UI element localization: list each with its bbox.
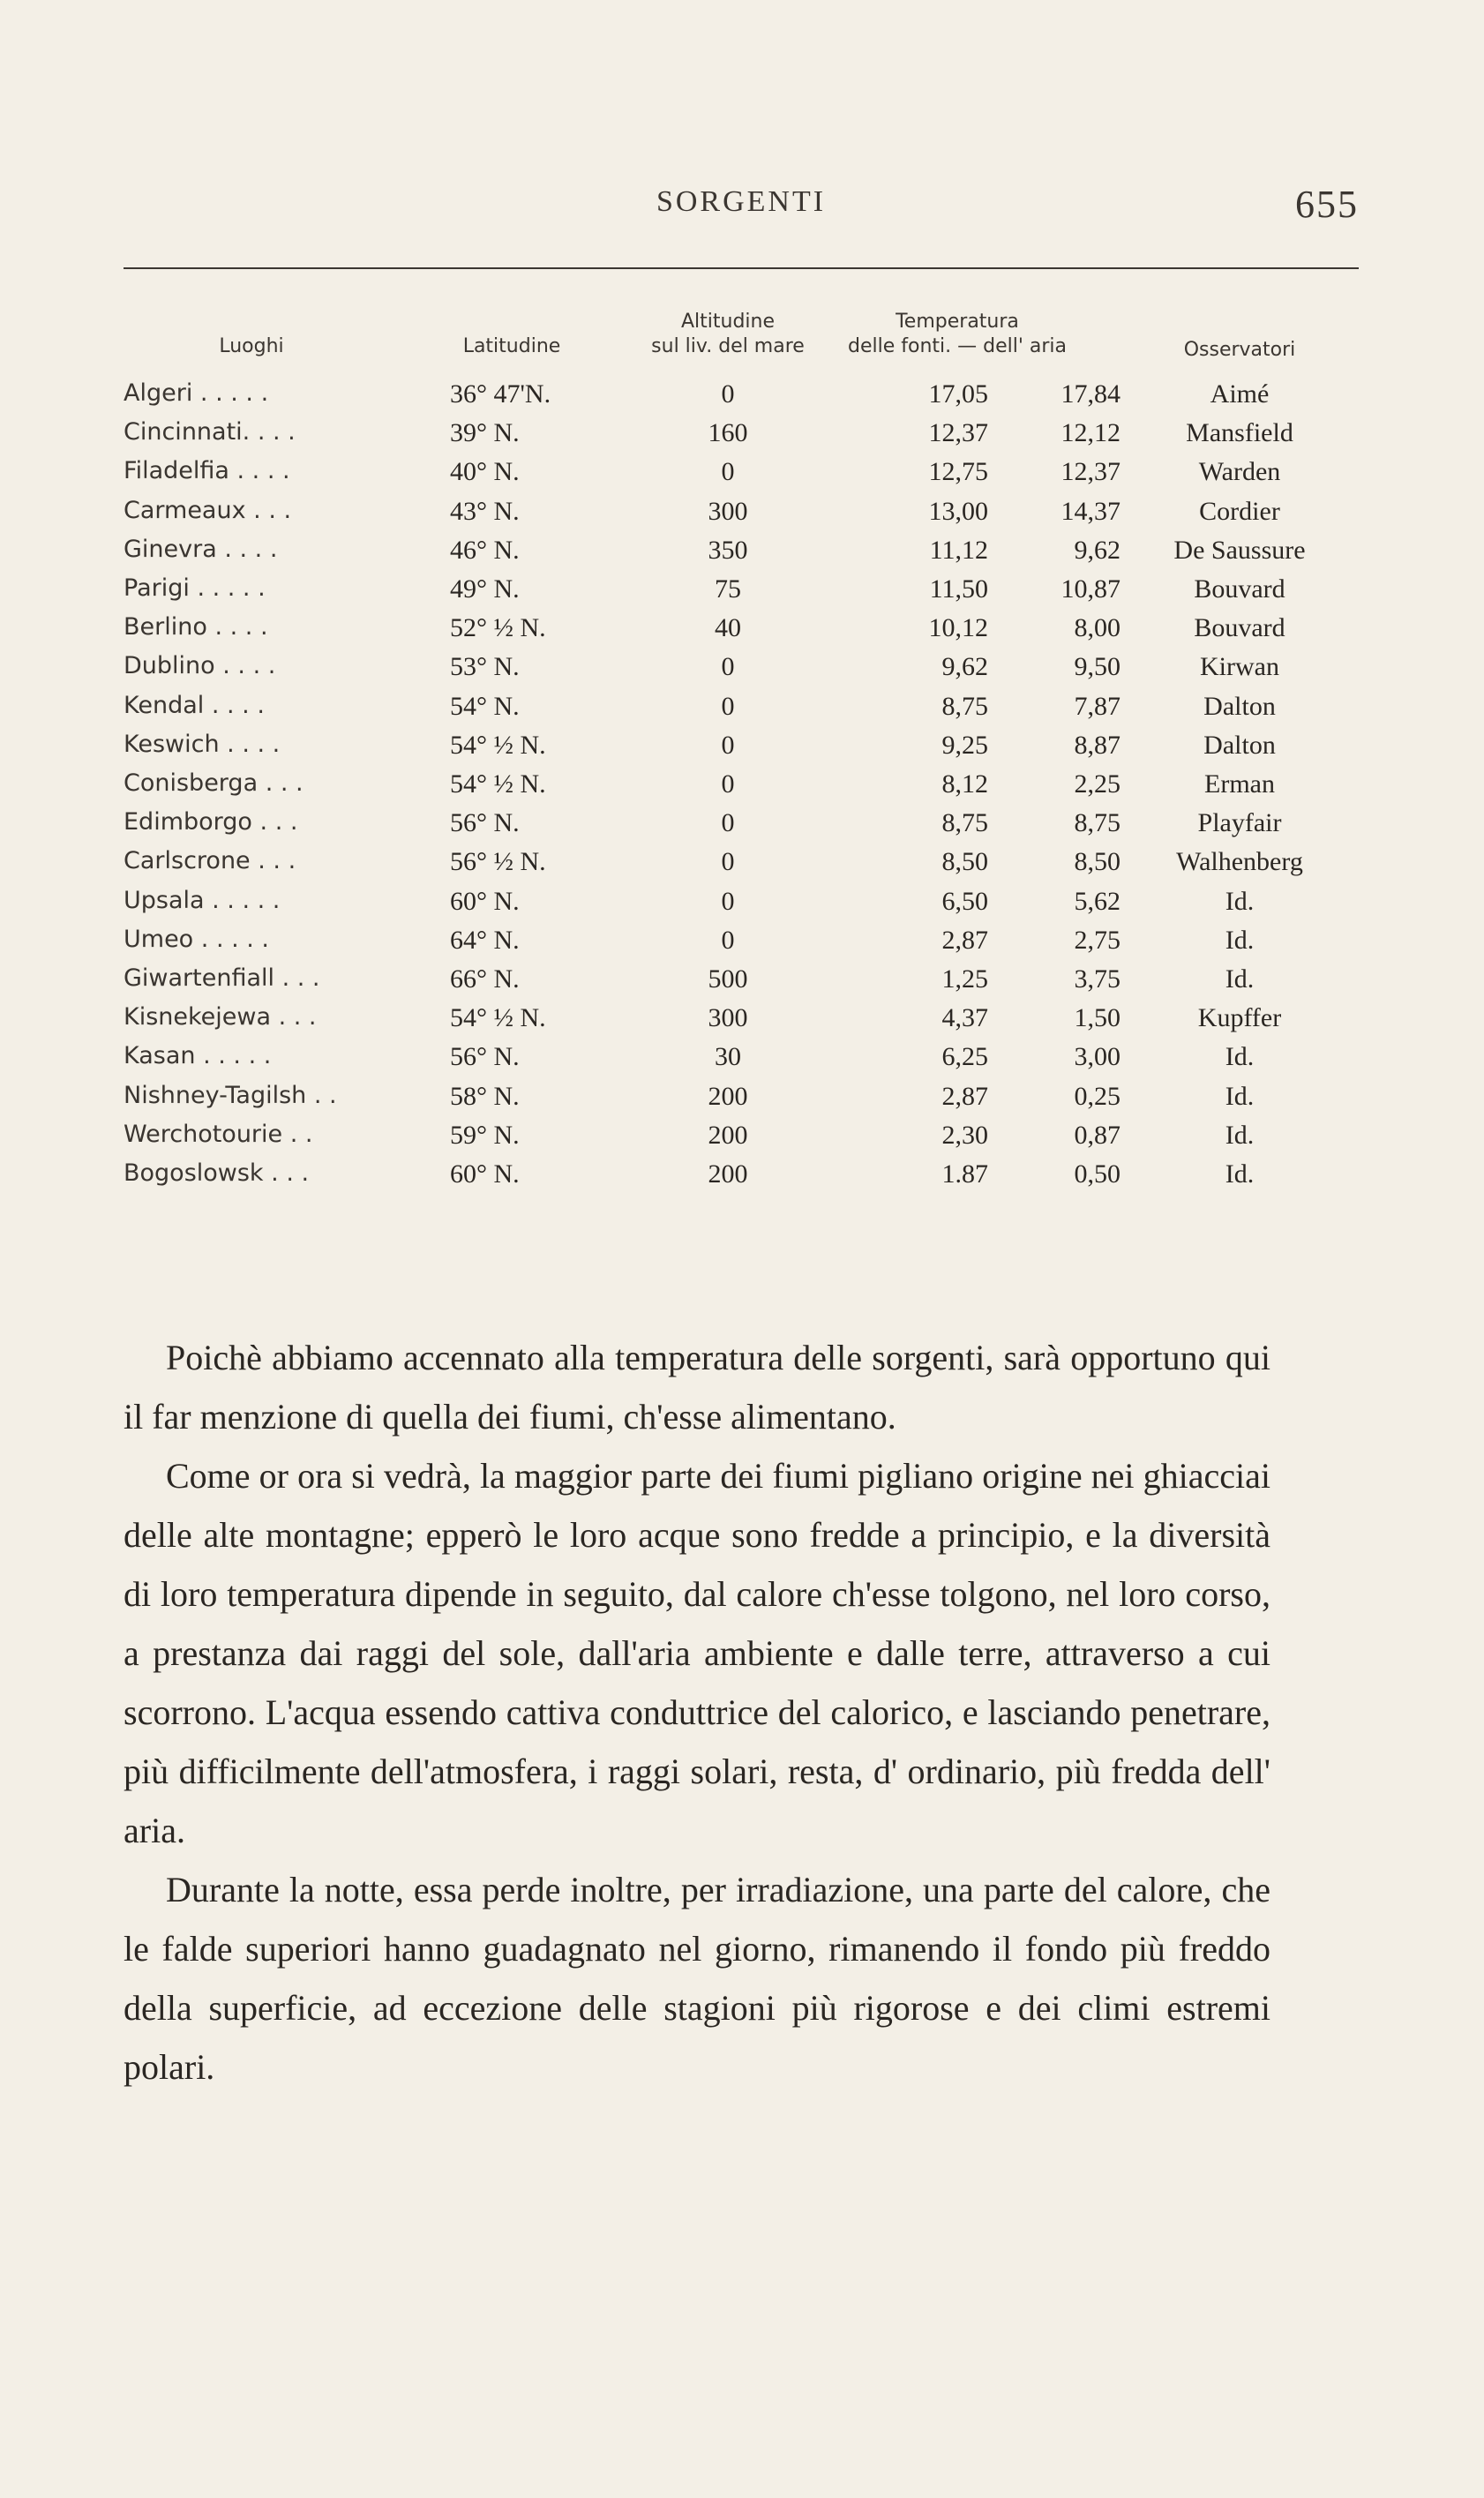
table-row [124, 1082, 1376, 1121]
table-row [124, 769, 1376, 808]
spring-temperature-cell: 13,00 [928, 496, 988, 526]
latitude-cell: 54° N. [450, 691, 520, 721]
observer-cell: Aimé [1210, 379, 1270, 409]
table-row [124, 926, 1376, 964]
latitude-cell: 54° ½ N. [450, 1003, 546, 1033]
header-temperatura: Temperatura [896, 311, 1019, 333]
spring-temperature-cell: 1,25 [941, 964, 988, 994]
page-number: 655 [1295, 183, 1359, 226]
altitude-cell: 0 [721, 886, 735, 916]
observer-cell: Id. [1225, 1081, 1255, 1111]
spring-temperature-cell: 9,25 [941, 730, 988, 760]
place-cell: Werchotourie . . [124, 1120, 313, 1148]
altitude-cell: 0 [721, 379, 735, 409]
latitude-cell: 46° N. [450, 535, 520, 565]
latitude-cell: 43° N. [450, 496, 520, 526]
spring-temperature-cell: 12,75 [928, 457, 988, 487]
observer-cell: Warden [1198, 457, 1281, 487]
air-temperature-cell: 17,84 [1061, 379, 1120, 409]
header-altitudine: Altitudine [680, 311, 776, 333]
air-temperature-cell: 3,00 [1074, 1042, 1120, 1072]
altitude-cell: 0 [721, 652, 735, 682]
spring-temperature-cell: 6,50 [941, 886, 988, 916]
spring-temperature-cell: 6,25 [941, 1042, 988, 1072]
body-text [124, 1328, 1270, 2097]
observer-cell: Id. [1225, 1159, 1255, 1189]
observer-cell: Mansfield [1186, 418, 1293, 448]
table-row [124, 497, 1376, 536]
table-row [124, 887, 1376, 926]
spring-temperature-cell: 4,37 [941, 1003, 988, 1033]
spring-temperature-cell: 9,62 [941, 652, 988, 682]
header-rule [124, 267, 1359, 269]
place-cell: Edimborgo . . . [124, 808, 298, 836]
altitude-cell: 0 [721, 847, 735, 877]
altitude-cell: 500 [708, 964, 748, 994]
spring-temperature-cell: 8,12 [941, 769, 988, 799]
place-cell: Ginevra . . . . [124, 535, 278, 563]
header-luoghi: Luoghi [219, 335, 284, 357]
observer-cell: De Saussure [1173, 535, 1306, 565]
observer-cell: Kupffer [1197, 1003, 1282, 1033]
spring-temperature-cell: 8,75 [941, 808, 988, 838]
latitude-cell: 54° ½ N. [450, 769, 546, 799]
air-temperature-cell: 10,87 [1061, 574, 1120, 604]
table-row [124, 847, 1376, 886]
air-temperature-cell: 1,50 [1074, 1003, 1120, 1033]
latitude-cell: 40° N. [450, 457, 520, 487]
altitude-cell: 0 [721, 925, 735, 955]
spring-temperature-cell: 2,87 [941, 1081, 988, 1111]
table-row [124, 652, 1376, 691]
spring-temperature-cell: 2,87 [941, 925, 988, 955]
latitude-cell: 53° N. [450, 652, 520, 682]
place-cell: Parigi . . . . . [124, 574, 266, 602]
air-temperature-cell: 9,50 [1074, 652, 1120, 682]
altitude-cell: 300 [708, 1003, 748, 1033]
observer-cell: Id. [1225, 1042, 1255, 1072]
header-latitudine: Latitudine [462, 335, 561, 357]
air-temperature-cell: 8,00 [1074, 613, 1120, 643]
table-row [124, 964, 1376, 1003]
header-altitudine-sub: sul liv. del mare [651, 335, 805, 357]
table-row [124, 536, 1376, 574]
observer-cell: Bouvard [1194, 613, 1285, 643]
observer-cell: Walhenberg [1176, 847, 1303, 877]
altitude-cell: 40 [715, 613, 741, 643]
spring-temperature-cell: 11,12 [929, 535, 988, 565]
latitude-cell: 39° N. [450, 418, 520, 448]
place-cell: Kasan . . . . . [124, 1042, 272, 1070]
air-temperature-cell: 0,25 [1074, 1081, 1120, 1111]
observer-cell: Id. [1225, 1120, 1255, 1150]
latitude-cell: 54° ½ N. [450, 730, 546, 760]
air-temperature-cell: 8,50 [1074, 847, 1120, 877]
air-temperature-cell: 7,87 [1074, 691, 1120, 721]
observer-cell: Dalton [1203, 730, 1276, 760]
spring-temperature-cell: 2,30 [941, 1120, 988, 1150]
table-row [124, 1159, 1376, 1198]
place-cell: Kisnekejewa . . . [124, 1003, 317, 1031]
running-head [124, 185, 1359, 238]
observer-cell: Cordier [1199, 496, 1280, 526]
latitude-cell: 49° N. [450, 574, 520, 604]
table-row [124, 379, 1376, 418]
air-temperature-cell: 14,37 [1061, 496, 1120, 526]
altitude-cell: 300 [708, 496, 748, 526]
altitude-cell: 0 [721, 808, 735, 838]
latitude-cell: 60° N. [450, 886, 520, 916]
altitude-cell: 200 [708, 1081, 748, 1111]
place-cell: Keswich . . . . [124, 730, 281, 758]
latitude-cell: 58° N. [450, 1081, 520, 1111]
place-cell: Bogoslowsk . . . [124, 1159, 310, 1187]
table-row [124, 1042, 1376, 1081]
altitude-cell: 30 [715, 1042, 741, 1072]
altitude-cell: 350 [708, 535, 748, 565]
altitude-cell: 160 [708, 418, 748, 448]
spring-temperature-cell: 17,05 [928, 379, 988, 409]
paragraph: Come or ora si vedrà, la maggior parte dei fiumi pigliano origine nei ghiacciai delle alte montagne; epperò le loro acque sono fredde a principio, e la diversità di loro temperatura dipende in seguito, dal calore ch'esse tolgono, nel loro corso, a prestanza dai raggi del sole, dall'aria ambiente e dalle terre, attraverso a cui scorrono. L'acqua essendo cattiva conduttrice del calorico, e lasciando penetrare, più difficilmente dell'atmosfera, i raggi solari, resta, d' ordinario, più fredda dell' aria. [124, 1456, 1270, 1850]
place-cell: Carmeaux . . . [124, 496, 292, 524]
observer-cell: Dalton [1203, 691, 1276, 721]
place-cell: Algeri . . . . . [124, 379, 269, 407]
table-row [124, 1121, 1376, 1159]
air-temperature-cell: 9,62 [1074, 535, 1120, 565]
table-row [124, 692, 1376, 731]
latitude-cell: 59° N. [450, 1120, 520, 1150]
place-cell: Nishney-Tagilsh . . [124, 1081, 337, 1109]
paragraph: Durante la notte, essa perde inoltre, per irradiazione, una parte del calore, che le falde superiori hanno guadagnato nel giorno, rimanendo il fondo più freddo della superficie, ad eccezione delle stagioni più rigorose e dei climi estremi polari. [124, 1870, 1270, 2087]
table-row [124, 457, 1376, 496]
spring-temperature-cell: 1.87 [941, 1159, 988, 1189]
observer-cell: Bouvard [1194, 574, 1285, 604]
place-cell: Filadelfia . . . . [124, 457, 290, 485]
air-temperature-cell: 8,87 [1074, 730, 1120, 760]
spring-temperature-cell: 8,50 [941, 847, 988, 877]
spring-temperature-cell: 10,12 [928, 613, 988, 643]
latitude-cell: 60° N. [450, 1159, 520, 1189]
air-temperature-cell: 2,75 [1074, 925, 1120, 955]
latitude-cell: 56° ½ N. [450, 847, 546, 877]
altitude-cell: 75 [715, 574, 741, 604]
observer-cell: Id. [1225, 886, 1255, 916]
place-cell: Umeo . . . . . [124, 925, 270, 953]
table-row [124, 1003, 1376, 1042]
altitude-cell: 200 [708, 1120, 748, 1150]
altitude-cell: 0 [721, 769, 735, 799]
observer-cell: Kirwan [1200, 652, 1279, 682]
latitude-cell: 36° 47'N. [450, 379, 551, 409]
paragraph: Poichè abbiamo accennato alla temperatura delle sorgenti, sarà opportuno qui il far menzione di quella dei fiumi, ch'esse alimentano. [124, 1338, 1270, 1437]
air-temperature-cell: 8,75 [1074, 808, 1120, 838]
table-row [124, 613, 1376, 652]
observer-cell: Id. [1225, 964, 1255, 994]
observer-cell: Erman [1204, 769, 1275, 799]
running-title: SORGENTI [656, 185, 827, 218]
place-cell: Dublino . . . . [124, 652, 276, 680]
air-temperature-cell: 5,62 [1074, 886, 1120, 916]
place-cell: Conisberga . . . [124, 769, 304, 797]
place-cell: Kendal . . . . [124, 691, 265, 719]
spring-temperature-cell: 12,37 [928, 418, 988, 448]
altitude-cell: 0 [721, 457, 735, 487]
altitude-cell: 0 [721, 730, 735, 760]
latitude-cell: 64° N. [450, 925, 520, 955]
table-row [124, 574, 1376, 613]
air-temperature-cell: 0,50 [1074, 1159, 1120, 1189]
latitude-cell: 66° N. [450, 964, 520, 994]
air-temperature-cell: 2,25 [1074, 769, 1120, 799]
air-temperature-cell: 0,87 [1074, 1120, 1120, 1150]
table-row [124, 731, 1376, 769]
place-cell: Carlscrone . . . [124, 847, 296, 875]
spring-temperature-cell: 8,75 [941, 691, 988, 721]
latitude-cell: 56° N. [450, 1042, 520, 1072]
place-cell: Berlino . . . . [124, 613, 268, 641]
spring-temperature-cell: 11,50 [929, 574, 988, 604]
air-temperature-cell: 12,12 [1061, 418, 1120, 448]
altitude-cell: 200 [708, 1159, 748, 1189]
place-cell: Cincinnati. . . . [124, 418, 296, 446]
observer-cell: Id. [1225, 925, 1255, 955]
altitude-cell: 0 [721, 691, 735, 721]
air-temperature-cell: 3,75 [1074, 964, 1120, 994]
latitude-cell: 56° N. [450, 808, 520, 838]
header-osservatori: Osservatori [1183, 339, 1296, 361]
observer-cell: Playfair [1197, 808, 1282, 838]
place-cell: Giwartenfiall . . . [124, 964, 320, 992]
table-row [124, 808, 1376, 847]
latitude-cell: 52° ½ N. [450, 613, 546, 643]
place-cell: Upsala . . . . . [124, 886, 281, 914]
table-row [124, 418, 1376, 457]
air-temperature-cell: 12,37 [1061, 457, 1120, 487]
header-temperatura-sub: delle fonti. — dell' aria [847, 335, 1068, 357]
